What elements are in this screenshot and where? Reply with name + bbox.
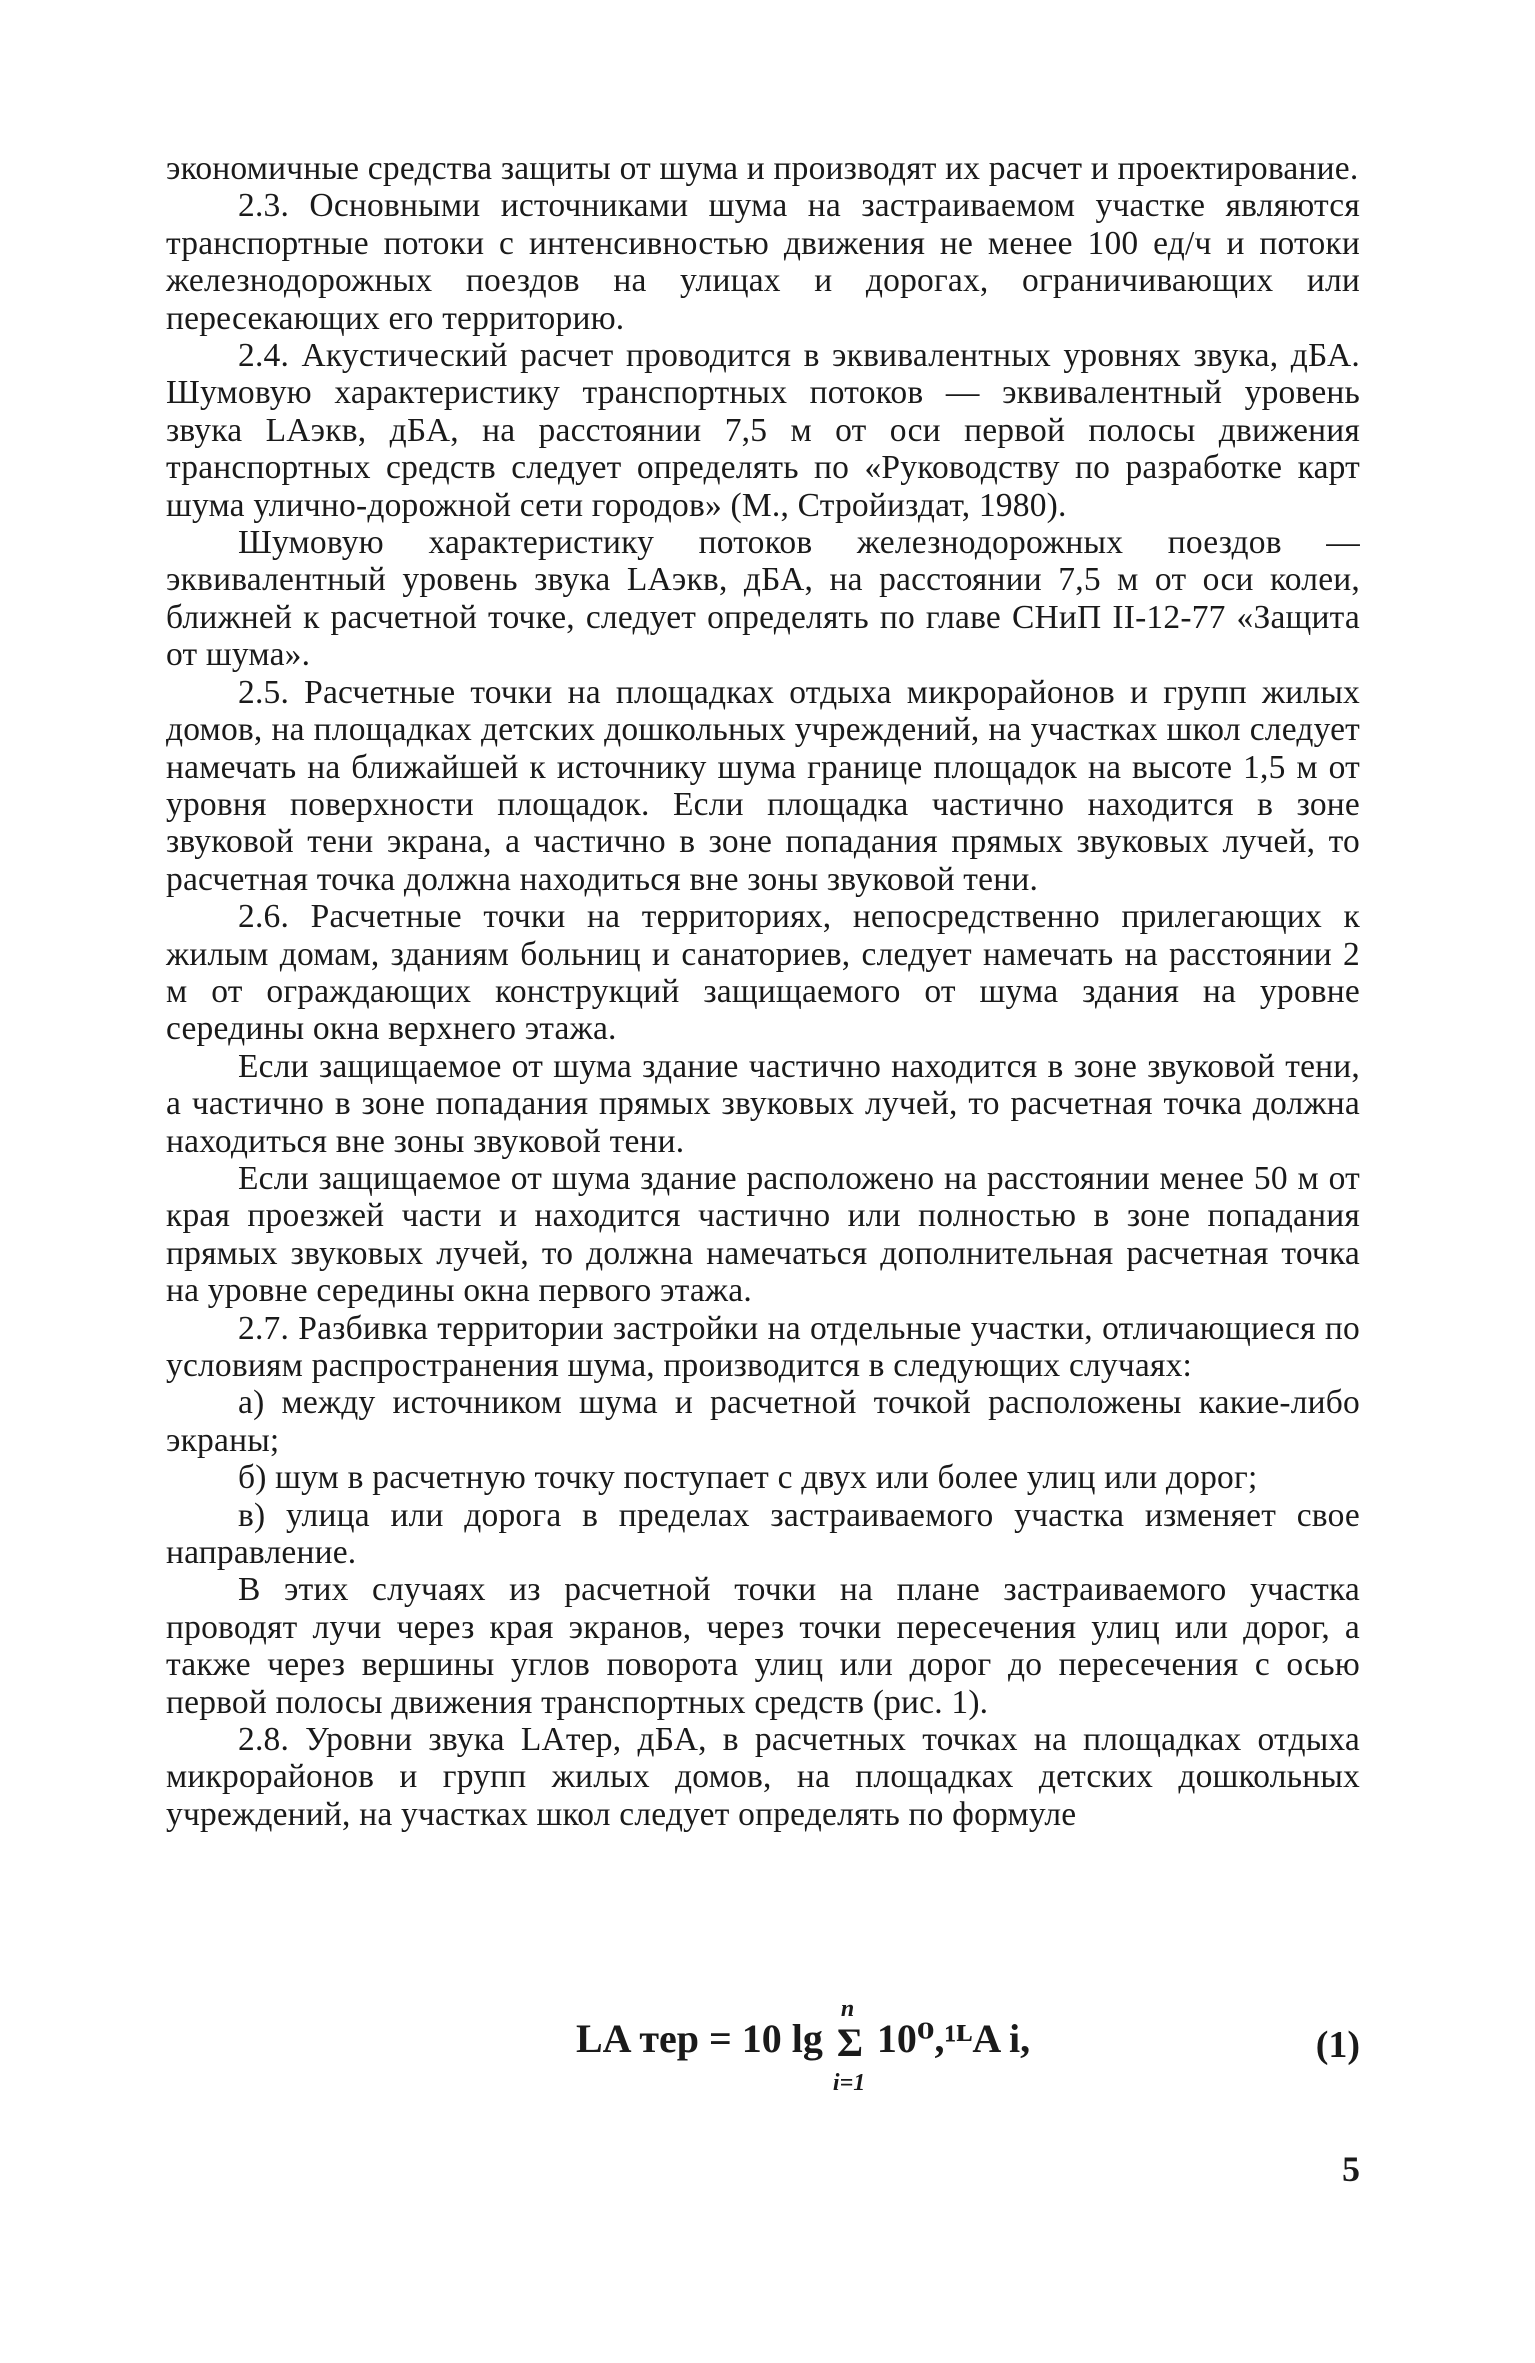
- page-number: 5: [1342, 2149, 1360, 2189]
- paragraph-shadow-zone: Если защищаемое от шума здание частично находится в зоне звуковой тени, а частично в зоне попадания прямых звуковых лучей, то расчетная точка должна находиться вне зоны звуковой тени.: [166, 1047, 1360, 1160]
- formula-number: (1): [1315, 2024, 1360, 2066]
- paragraph-rays: В этих случаях из расчетной точки на плане застраиваемого участка проводят лучи через края экранов, через точки пересечения улиц или дорог, а также через вершины углов поворота улиц или дорог до пересечения с осью первой полосы движения транспортных средств (рис. 1).: [166, 1571, 1360, 1721]
- sum-symbol: Σ: [836, 2019, 863, 2065]
- formula-lhs: LA тер = 10 lg: [576, 2016, 833, 2061]
- list-item-v: в) улица или дорога в пределах застраиваемого участка изменяет свое направление.: [166, 1496, 1360, 1572]
- sum-upper-limit: n: [840, 1995, 855, 2022]
- sum-lower-limit: i=1: [832, 2069, 866, 2096]
- paragraph-2-6: 2.6. Расчетные точки на территориях, непосредственно прилегающих к жилым домам, зданиям больниц и санаториев, следует намечать на расстоянии 2 м от ограждающих конструкций защищаемого от шума здания на уровне середины окна верхнего этажа.: [166, 898, 1360, 1048]
- formula-rhs: 10⁰,¹ᴸA i,: [876, 2016, 1031, 2061]
- paragraph-continuation: экономичные средства защиты от шума и производят их расчет и проектирование.: [166, 150, 1359, 187]
- paragraph-2-3: 2.3. Основными источниками шума на застраиваемом участке являются транспортные потоки с интенсивностью движения не менее 100 ед/ч и потоки железнодорожных поездов на улицах и дорогах, ограничивающих или пересекающих его территорию.: [166, 187, 1360, 337]
- paragraph-extra-point: Если защищаемое от шума здание расположено на расстоянии менее 50 м от края проезжей части и находится частично или полностью в зоне попадания прямых звуковых лучей, то должна намечаться дополнительная расчетная точка на уровне середины окна первого этажа.: [166, 1159, 1360, 1310]
- paragraph-2-5: 2.5. Расчетные точки на площадках отдыха микрорайонов и групп жилых домов, на площадках детских дошкольных учреждений, на участках школ следует намечать на ближайшей к источнику шума границе площадок на высоте 1,5 м от уровня поверхности площадок. Если площадка частично находится в зоне звуковой тени экрана, а частично в зоне попадания прямых звуковых лучей, то расчетная точка должна находиться вне зоны звуковой тени.: [166, 673, 1360, 898]
- paragraph-2-7: 2.7. Разбивка территории застройки на отдельные участки, отличающиеся по условиям распространения шума, производится в следующих случаях:: [166, 1309, 1360, 1384]
- body-text: [166, 150, 1360, 1833]
- list-item-a: а) между источником шума и расчетной точкой расположены какие-либо экраны;: [166, 1384, 1360, 1459]
- sum-operator: [832, 1995, 867, 2096]
- paragraph-2-4: 2.4. Акустический расчет проводится в эквивалентных уровнях звука, дБА. Шумовую характеристику транспортных потоков — эквивалентный уровень звука LAэкв, дБА, на расстоянии 7,5 м от оси первой полосы движения транспортных средств следует определять по «Руководству по разработке карт шума улично-дорожной сети городов» (М., Стройиздат, 1980).: [166, 337, 1360, 524]
- formula-row: [166, 1995, 1360, 2115]
- paragraph-2-8: 2.8. Уровни звука LAтер, дБА, в расчетных точках на площадках отдыха микрорайонов и групп жилых домов, на площадках детских дошкольных учреждений, на участках школ следует определять по формуле: [166, 1721, 1360, 1833]
- list-item-b: б) шум в расчетную точку поступает с двух или более улиц или дорог;: [238, 1459, 1258, 1497]
- paragraph-railway-noise: Шумовую характеристику потоков железнодорожных поездов — эквивалентный уровень звука LAэкв, дБА, на расстоянии 7,5 м от оси колеи, ближней к расчетной точке, следует определять по главе СНиП II-12-77 «Защита от шума».: [166, 524, 1360, 674]
- formula: [576, 1995, 1031, 2096]
